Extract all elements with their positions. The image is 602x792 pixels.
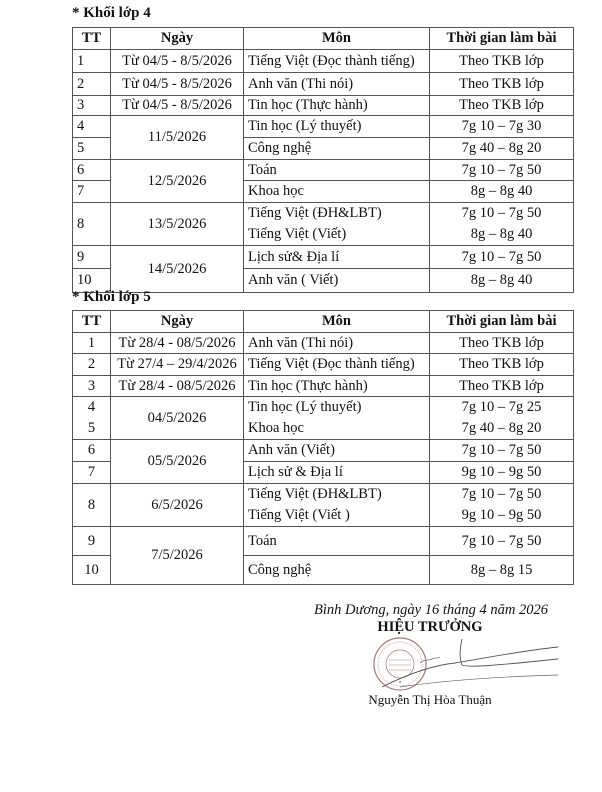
row-day: 04/5/2026 <box>111 397 244 440</box>
row-tt: 8 <box>73 484 111 527</box>
row-tt: 1 <box>73 333 111 354</box>
row-tt: 4 <box>73 116 111 138</box>
row-tt: 6 <box>73 160 111 181</box>
row-subject: Công nghệ <box>244 138 430 160</box>
row-time-second: 7g 40 – 8g 20 <box>461 420 542 436</box>
row-tt: 10 <box>73 556 111 585</box>
table-row <box>73 440 574 462</box>
row-day: 05/5/2026 <box>111 440 244 484</box>
row-time: 7g 10 – 7g 50 <box>430 246 574 269</box>
header-time: Thời gian làm bài <box>430 28 574 50</box>
row-subject: Khoa học <box>244 181 430 203</box>
row-day: 7/5/2026 <box>111 527 244 585</box>
row-subject: Lịch sử& Địa lí <box>244 246 430 269</box>
row-tt: 7 <box>73 181 111 203</box>
place-date: Bình Dương, ngày 16 tháng 4 năm 2026 <box>314 602 548 618</box>
row-subject: Tiếng Việt (ĐH&LBT) <box>248 205 382 221</box>
row-subject-pair <box>244 484 430 527</box>
row-subject: Anh văn (Viết) <box>244 440 430 462</box>
row-time: 7g 10 – 7g 50 <box>430 160 574 181</box>
row-subject: Anh văn ( Viết) <box>244 269 430 293</box>
row-subject: Tiếng Việt (Đọc thành tiếng) <box>244 50 430 73</box>
row-subject: Tin học (Thực hành) <box>244 96 430 116</box>
row-time: 7g 10 – 7g 50 <box>461 205 542 221</box>
row-subject: Tin học (Lý thuyết) <box>248 399 362 415</box>
header-time: Thời gian làm bài <box>430 311 574 333</box>
row-time: Theo TKB lớp <box>430 376 574 397</box>
row-tt: 10 <box>73 269 111 293</box>
row-time: 7g 10 – 7g 30 <box>430 116 574 138</box>
row-subject-second: Tiếng Việt (Viết ) <box>248 507 350 523</box>
row-tt-second: 5 <box>87 420 96 436</box>
row-tt: 1 <box>73 50 111 73</box>
table-row <box>73 376 574 397</box>
row-tt: 5 <box>73 138 111 160</box>
header-subject: Môn <box>244 28 430 50</box>
row-day: 11/5/2026 <box>111 116 244 160</box>
row-tt: 3 <box>73 376 111 397</box>
grade4-schedule-table <box>72 27 574 293</box>
grade5-title: * Khối lớp 5 <box>72 289 151 305</box>
row-subject: Tiếng Việt (ĐH&LBT) <box>248 486 382 502</box>
row-time: 7g 10 – 7g 50 <box>461 486 542 502</box>
row-time-pair <box>430 203 574 246</box>
header-subject: Môn <box>244 311 430 333</box>
header-tt: TT <box>73 311 111 333</box>
row-time-second: 8g – 8g 40 <box>470 226 533 242</box>
table-row <box>73 96 574 116</box>
row-tt: 9 <box>73 527 111 556</box>
row-tt: 7 <box>73 462 111 484</box>
grade5-schedule-table <box>72 310 574 585</box>
table-row <box>73 116 574 138</box>
row-subject: Anh văn (Thi nói) <box>244 333 430 354</box>
row-subject: Toán <box>244 527 430 556</box>
row-day: 12/5/2026 <box>111 160 244 203</box>
table-row <box>73 397 574 440</box>
table-row <box>73 73 574 96</box>
signer-role: HIỆU TRƯỞNG <box>377 619 483 635</box>
table-row <box>73 527 574 556</box>
row-time-pair <box>430 484 574 527</box>
row-tt: 2 <box>73 73 111 96</box>
row-day: Từ 28/4 - 08/5/2026 <box>111 333 244 354</box>
row-subject-pair <box>244 203 430 246</box>
row-day: Từ 04/5 - 8/5/2026 <box>111 50 244 73</box>
row-subject-second: Tiếng Việt (Viết) <box>248 226 347 242</box>
signer-name: Nguyễn Thị Hòa Thuận <box>368 692 492 707</box>
row-subject: Toán <box>244 160 430 181</box>
row-tt: 3 <box>73 96 111 116</box>
handwritten-signature-icon <box>380 635 560 695</box>
table-header-row <box>73 311 574 333</box>
row-tt: 8 <box>73 203 111 246</box>
row-day: 6/5/2026 <box>111 484 244 527</box>
table-row <box>73 354 574 376</box>
row-tt-pair <box>73 397 111 440</box>
row-day: 13/5/2026 <box>111 203 244 246</box>
header-day: Ngày <box>111 311 244 333</box>
row-time: Theo TKB lớp <box>430 96 574 116</box>
table-row <box>73 484 574 527</box>
row-subject: Tin học (Thực hành) <box>244 376 430 397</box>
row-subject: Anh văn (Thi nói) <box>244 73 430 96</box>
table-row <box>73 203 574 246</box>
table-row <box>73 246 574 269</box>
grade4-title: * Khối lớp 4 <box>72 5 151 21</box>
row-time: 7g 10 – 7g 50 <box>430 440 574 462</box>
row-time: 8g – 8g 15 <box>430 556 574 585</box>
row-subject-pair <box>244 397 430 440</box>
row-subject: Tiếng Việt (Đọc thành tiếng) <box>244 354 430 376</box>
header-day: Ngày <box>111 28 244 50</box>
row-time: Theo TKB lớp <box>430 50 574 73</box>
table-header-row <box>73 28 574 50</box>
row-tt: 9 <box>73 246 111 269</box>
row-day: Từ 04/5 - 8/5/2026 <box>111 96 244 116</box>
table-row <box>73 160 574 181</box>
header-tt: TT <box>73 28 111 50</box>
row-tt: 6 <box>73 440 111 462</box>
row-time: 7g 10 – 7g 25 <box>461 399 542 415</box>
row-time: Theo TKB lớp <box>430 73 574 96</box>
row-time: Theo TKB lớp <box>430 333 574 354</box>
row-tt: 2 <box>73 354 111 376</box>
row-day: Từ 27/4 – 29/4/2026 <box>111 354 244 376</box>
row-subject-second: Khoa học <box>248 420 304 436</box>
row-time: 8g – 8g 40 <box>430 269 574 293</box>
table-row <box>73 333 574 354</box>
row-time: 7g 40 – 8g 20 <box>430 138 574 160</box>
table-row <box>73 50 574 73</box>
row-time-pair <box>430 397 574 440</box>
row-time: 8g – 8g 40 <box>430 181 574 203</box>
row-tt: 4 <box>87 399 96 415</box>
row-time: 7g 10 – 7g 50 <box>430 527 574 556</box>
row-day: Từ 28/4 - 08/5/2026 <box>111 376 244 397</box>
row-day: 14/5/2026 <box>111 246 244 293</box>
row-time-second: 9g 10 – 9g 50 <box>461 507 542 523</box>
row-subject: Tin học (Lý thuyết) <box>244 116 430 138</box>
row-day: Từ 04/5 - 8/5/2026 <box>111 73 244 96</box>
row-subject: Công nghệ <box>244 556 430 585</box>
row-subject: Lịch sử & Địa lí <box>244 462 430 484</box>
row-time: 9g 10 – 9g 50 <box>430 462 574 484</box>
row-time: Theo TKB lớp <box>430 354 574 376</box>
